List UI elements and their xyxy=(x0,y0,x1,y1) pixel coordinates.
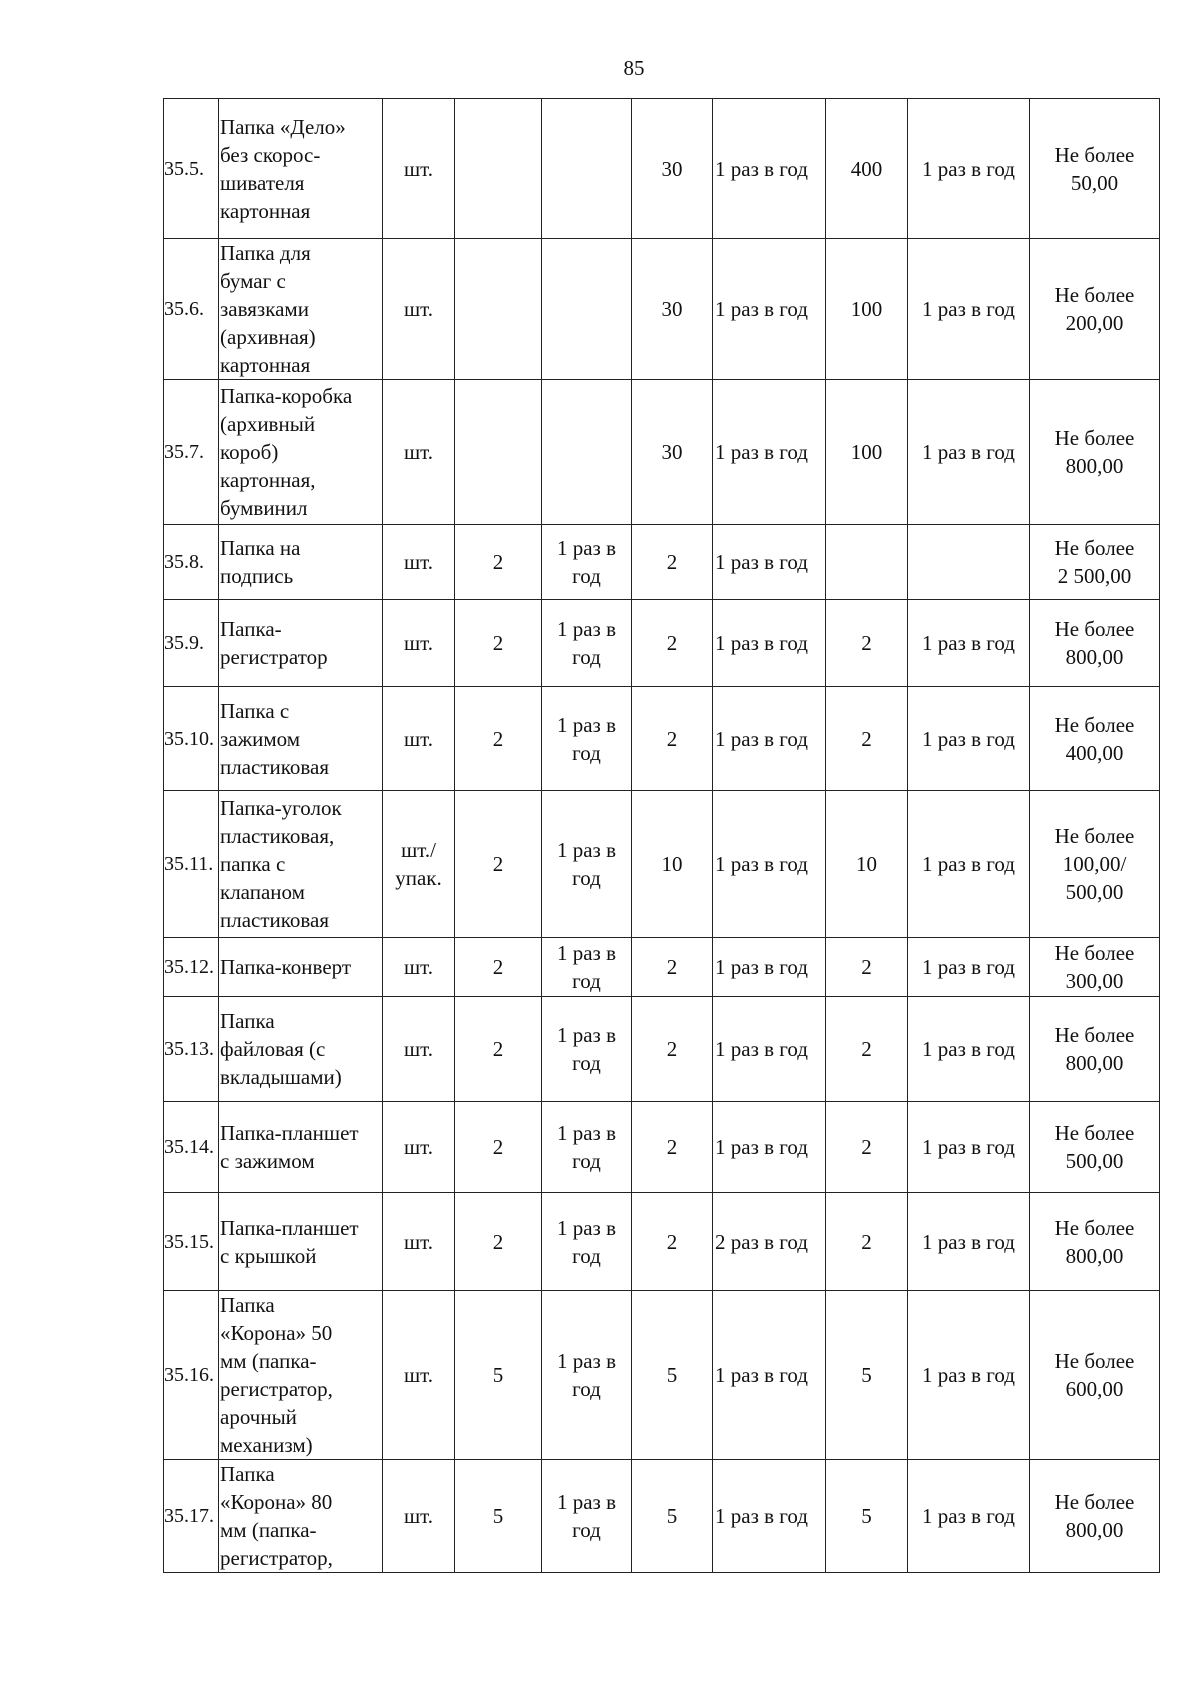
item-name: Папка-планшет с крышкой xyxy=(219,1193,383,1291)
price-limit: Не более 800,00 xyxy=(1030,600,1160,687)
row-number: 35.6. xyxy=(164,239,219,380)
period-2: 1 раз в год xyxy=(713,938,826,997)
quantity-3: 100 xyxy=(826,380,908,525)
item-name: Папка-планшет с зажимом xyxy=(219,1102,383,1193)
quantity-2: 2 xyxy=(632,938,713,997)
unit: шт. xyxy=(383,239,455,380)
price-limit: Не более 800,00 xyxy=(1030,997,1160,1102)
quantity-1: 2 xyxy=(455,938,542,997)
item-name: Папка «Корона» 80 мм (папка- регистратор, xyxy=(219,1460,383,1573)
quantity-1: 2 xyxy=(455,1102,542,1193)
unit: шт. xyxy=(383,380,455,525)
row-number: 35.13. xyxy=(164,997,219,1102)
quantity-1: 5 xyxy=(455,1291,542,1460)
quantity-1: 2 xyxy=(455,600,542,687)
price-limit: Не более 400,00 xyxy=(1030,687,1160,791)
price-limit: Не более 800,00 xyxy=(1030,1460,1160,1573)
price-limit: Не более 100,00/ 500,00 xyxy=(1030,791,1160,938)
table-row xyxy=(164,1102,1160,1193)
period-2: 1 раз в год xyxy=(713,600,826,687)
unit: шт. xyxy=(383,525,455,600)
unit: шт. xyxy=(383,997,455,1102)
table-row xyxy=(164,1460,1160,1573)
period-2: 1 раз в год xyxy=(713,687,826,791)
supplies-table xyxy=(163,98,1160,1573)
quantity-3: 100 xyxy=(826,239,908,380)
quantity-1 xyxy=(455,380,542,525)
table-row xyxy=(164,380,1160,525)
period-2: 1 раз в год xyxy=(713,1291,826,1460)
quantity-2: 5 xyxy=(632,1291,713,1460)
period-1: 1 раз в год xyxy=(542,791,632,938)
period-2: 1 раз в год xyxy=(713,525,826,600)
quantity-3: 2 xyxy=(826,1102,908,1193)
period-3: 1 раз в год xyxy=(908,380,1030,525)
quantity-3: 10 xyxy=(826,791,908,938)
price-limit: Не более 300,00 xyxy=(1030,938,1160,997)
price-limit: Не более 50,00 xyxy=(1030,99,1160,239)
period-1: 1 раз в год xyxy=(542,1193,632,1291)
period-1: 1 раз в год xyxy=(542,525,632,600)
quantity-3: 2 xyxy=(826,687,908,791)
price-limit: Не более 500,00 xyxy=(1030,1102,1160,1193)
row-number: 35.8. xyxy=(164,525,219,600)
item-name: Папка «Корона» 50 мм (папка- регистратор, арочный механизм) xyxy=(219,1291,383,1460)
period-3: 1 раз в год xyxy=(908,1460,1030,1573)
period-2: 1 раз в год xyxy=(713,1102,826,1193)
quantity-1 xyxy=(455,239,542,380)
table-row xyxy=(164,1291,1160,1460)
row-number: 35.14. xyxy=(164,1102,219,1193)
table-row xyxy=(164,239,1160,380)
row-number: 35.17. xyxy=(164,1460,219,1573)
row-number: 35.10. xyxy=(164,687,219,791)
period-1: 1 раз в год xyxy=(542,997,632,1102)
unit: шт. xyxy=(383,1291,455,1460)
quantity-2: 10 xyxy=(632,791,713,938)
period-1 xyxy=(542,99,632,239)
quantity-3: 2 xyxy=(826,938,908,997)
period-3: 1 раз в год xyxy=(908,997,1030,1102)
period-3: 1 раз в год xyxy=(908,791,1030,938)
period-2: 1 раз в год xyxy=(713,997,826,1102)
unit: шт./ упак. xyxy=(383,791,455,938)
period-2: 1 раз в год xyxy=(713,380,826,525)
quantity-2: 2 xyxy=(632,997,713,1102)
quantity-2: 30 xyxy=(632,239,713,380)
period-1: 1 раз в год xyxy=(542,1460,632,1573)
period-1: 1 раз в год xyxy=(542,938,632,997)
period-3: 1 раз в год xyxy=(908,1291,1030,1460)
quantity-2: 30 xyxy=(632,99,713,239)
quantity-2: 2 xyxy=(632,1102,713,1193)
unit: шт. xyxy=(383,99,455,239)
price-limit: Не более 800,00 xyxy=(1030,1193,1160,1291)
period-1: 1 раз в год xyxy=(542,600,632,687)
quantity-1: 2 xyxy=(455,1193,542,1291)
period-3: 1 раз в год xyxy=(908,239,1030,380)
quantity-3: 2 xyxy=(826,1193,908,1291)
price-limit: Не более 2 500,00 xyxy=(1030,525,1160,600)
item-name: Папка-уголок пластиковая, папка с клапаном пластиковая xyxy=(219,791,383,938)
unit: шт. xyxy=(383,1460,455,1573)
unit: шт. xyxy=(383,687,455,791)
quantity-1: 2 xyxy=(455,525,542,600)
period-2: 2 раз в год xyxy=(713,1193,826,1291)
period-3 xyxy=(908,525,1030,600)
quantity-3: 2 xyxy=(826,997,908,1102)
quantity-2: 2 xyxy=(632,600,713,687)
table-row xyxy=(164,1193,1160,1291)
price-limit: Не более 200,00 xyxy=(1030,239,1160,380)
unit: шт. xyxy=(383,938,455,997)
item-name: Папка файловая (с вкладышами) xyxy=(219,997,383,1102)
table-row xyxy=(164,687,1160,791)
item-name: Папка-конверт xyxy=(219,938,383,997)
quantity-1: 2 xyxy=(455,997,542,1102)
price-limit: Не более 800,00 xyxy=(1030,380,1160,525)
table-row xyxy=(164,525,1160,600)
quantity-2: 5 xyxy=(632,1460,713,1573)
quantity-2: 30 xyxy=(632,380,713,525)
item-name: Папка на подпись xyxy=(219,525,383,600)
period-3: 1 раз в год xyxy=(908,99,1030,239)
quantity-3: 5 xyxy=(826,1460,908,1573)
period-1: 1 раз в год xyxy=(542,1291,632,1460)
period-3: 1 раз в год xyxy=(908,687,1030,791)
quantity-3: 5 xyxy=(826,1291,908,1460)
price-limit: Не более 600,00 xyxy=(1030,1291,1160,1460)
table-row xyxy=(164,791,1160,938)
item-name: Папка- регистратор xyxy=(219,600,383,687)
row-number: 35.12. xyxy=(164,938,219,997)
quantity-2: 2 xyxy=(632,525,713,600)
unit: шт. xyxy=(383,1193,455,1291)
quantity-3: 2 xyxy=(826,600,908,687)
table-row xyxy=(164,938,1160,997)
table-row xyxy=(164,600,1160,687)
row-number: 35.7. xyxy=(164,380,219,525)
row-number: 35.16. xyxy=(164,1291,219,1460)
table-row xyxy=(164,997,1160,1102)
row-number: 35.5. xyxy=(164,99,219,239)
row-number: 35.9. xyxy=(164,600,219,687)
quantity-3: 400 xyxy=(826,99,908,239)
quantity-1: 2 xyxy=(455,687,542,791)
period-1 xyxy=(542,380,632,525)
page-number: 85 xyxy=(623,56,645,80)
period-3: 1 раз в год xyxy=(908,938,1030,997)
row-number: 35.15. xyxy=(164,1193,219,1291)
quantity-1: 2 xyxy=(455,791,542,938)
period-2: 1 раз в год xyxy=(713,1460,826,1573)
period-1 xyxy=(542,239,632,380)
item-name: Папка-коробка (архивный короб) картонная, бумвинил xyxy=(219,380,383,525)
period-2: 1 раз в год xyxy=(713,791,826,938)
quantity-1 xyxy=(455,99,542,239)
item-name: Папка для бумаг с завязками (архивная) картонная xyxy=(219,239,383,380)
period-3: 1 раз в год xyxy=(908,1193,1030,1291)
period-2: 1 раз в год xyxy=(713,99,826,239)
item-name: Папка «Дело» без скорос- шивателя картонная xyxy=(219,99,383,239)
unit: шт. xyxy=(383,1102,455,1193)
quantity-3 xyxy=(826,525,908,600)
unit: шт. xyxy=(383,600,455,687)
period-1: 1 раз в год xyxy=(542,1102,632,1193)
period-1: 1 раз в год xyxy=(542,687,632,791)
quantity-2: 2 xyxy=(632,687,713,791)
period-3: 1 раз в год xyxy=(908,600,1030,687)
quantity-1: 5 xyxy=(455,1460,542,1573)
item-name: Папка с зажимом пластиковая xyxy=(219,687,383,791)
quantity-2: 2 xyxy=(632,1193,713,1291)
period-2: 1 раз в год xyxy=(713,239,826,380)
row-number: 35.11. xyxy=(164,791,219,938)
table-row xyxy=(164,99,1160,239)
period-3: 1 раз в год xyxy=(908,1102,1030,1193)
